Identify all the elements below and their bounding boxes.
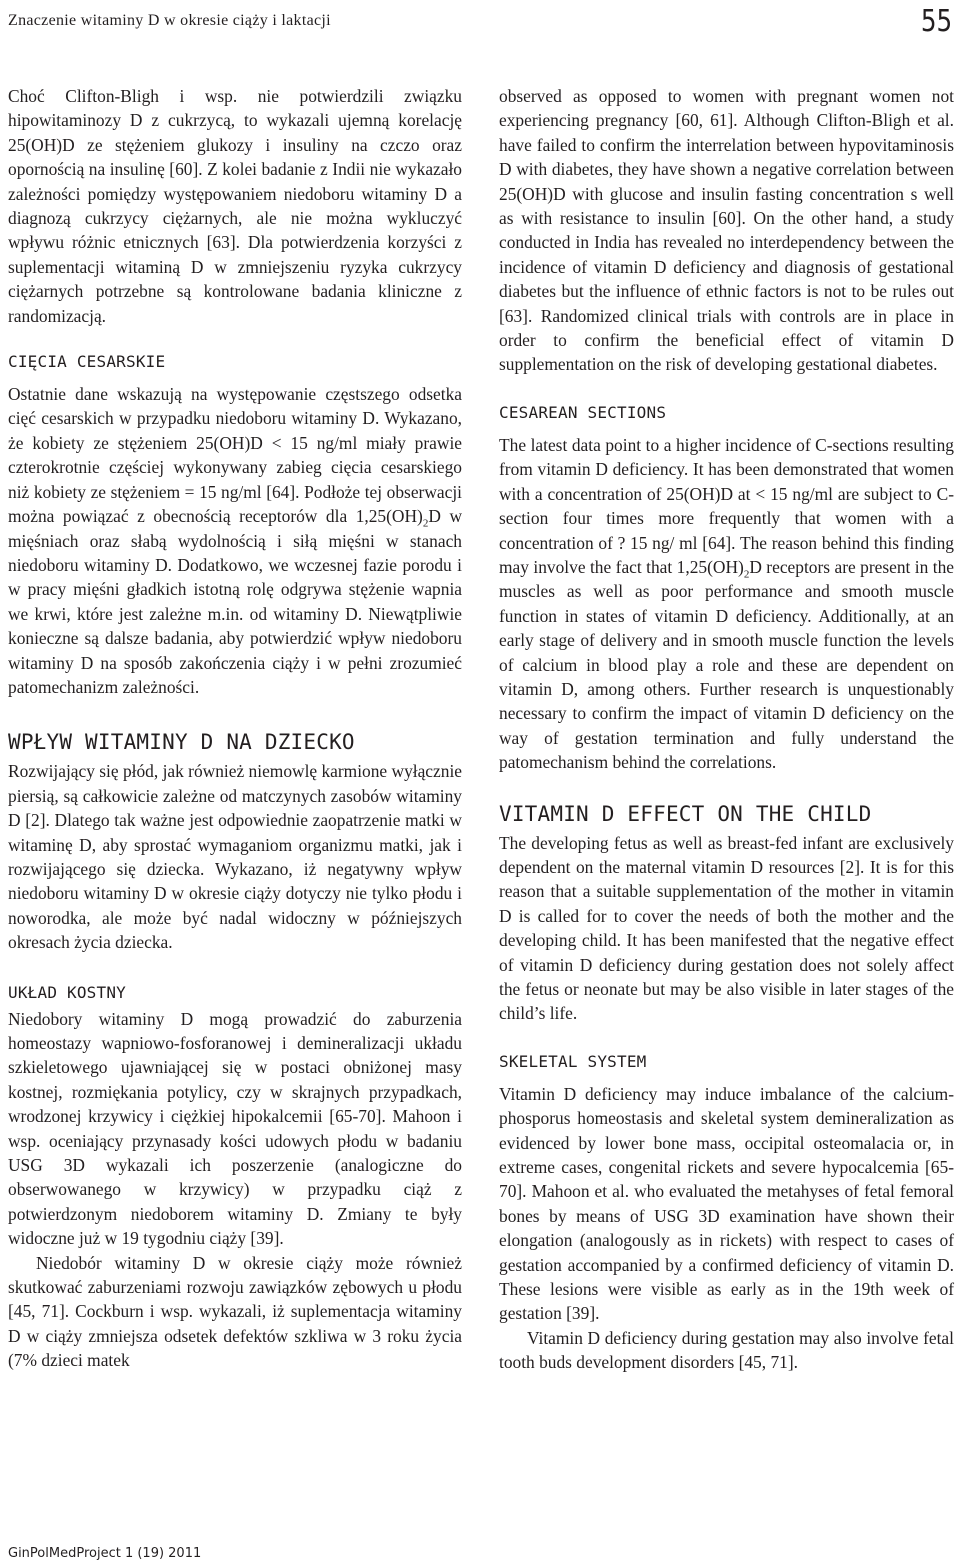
page-header bbox=[8, 4, 952, 46]
section-heading-uklad-kostny: UKŁAD KOSTNY bbox=[8, 982, 126, 1002]
running-title: Znaczenie witaminy D w okresie ciąży i laktacji bbox=[8, 12, 331, 29]
paragraph: Niedobór witaminy D w okresie ciąży może również skutkować zaburzeniami rozwoju zawiązków zębowych u płodu [45, 71]. Cockburn i wsp. wykazali, iż suplementacja witaminy D w ciąży zmniejsza odsetek defektów szkliwa w 3 roku życia (7% dzieci matek bbox=[8, 1252, 462, 1371]
section-heading-cesarean-sections: CESAREAN SECTIONS bbox=[499, 402, 667, 422]
page-footer: GinPolMedProject 1 (19) 2011 bbox=[8, 1546, 202, 1561]
paragraph: Vitamin D deficiency may induce imbalance of the calcium-phosporus homeostasis and skeletal system demineralization as evidenced by lower bone mass, occipital osteomalacia or, in extreme cases, congenital rickets and severe hypocalcemia [65-70]. Mahoon et al. who evaluated the metahyses of fetal femoral bones by means of USG 3D examination have shown their elongation (analogously as in rickets) with respect to cases of gestation accompanied by a confirmed deficiency of vitamin D. These lesions were visible as early as in the 19th week of gestation [39]. bbox=[499, 1083, 954, 1324]
paragraph: Ostatnie dane wskazują na występowanie częstszego odsetka cięć cesarskich w przypadku niedoboru witaminy D. Wykazano, że kobiety ze stężeniem 25(OH)D < 15 ng/ml miały prawie czterokrotnie częściej wykonywany zabieg cięcia cesarskiego niż kobiety ze stężeniem = 15 ng/ml [64]. Podłoże tej obserwacji można powiązać z obecnością receptorów dla $1,25(OH)_2D$ w mięśniach oraz słabą wydolnością i siłą mięśni w stanach niedoboru witaminy D. Dodatkowo, we wczesnej fazie porodu i w pracy mięśni gładkich istotną rolę odgrywa stężenie wapnia we krwi, które jest zależne m.in. od witaminy D. Niewątpliwie konieczne są dalsze badania, aby potwierdzić wpływ niedoboru witaminy D na sposób zakończenia ciąży i w pełni zrozumieć patomechanizm zależności. bbox=[8, 384, 463, 697]
paragraph: The developing fetus as well as breast-fed infant are exclusively dependent on the maternal vitamin D resources [2]. It is for this reason that a suitable supplementation of the mother in vitamin D is called for to cover the needs of both the mother and the developing child. It has been manifested that the negative effect of vitamin D deficiency during gestation does not solely affect the fetus or neonate but may be also visible in later stages of the child’s life. bbox=[499, 832, 954, 1024]
polish-column bbox=[8, 84, 462, 1373]
paragraph: Vitamin D deficiency during gestation may also involve fetal tooth buds development disorders [45, 71]. bbox=[499, 1327, 954, 1373]
page-number: 55 bbox=[920, 4, 952, 39]
paragraph: Rozwijający się płód, jak również niemowlę karmione wyłącznie piersią, są całkowicie zależne od matczynych zasobów witaminy D [2]. Dlatego tak ważne jest odpowiednie zaopatrzenie matki w witaminę D, aby sprostać wymaganiom organizmu matki, jak i rozwijającego się dziecka. Wykazano, iż negatywny wpływ niedoboru witaminy D w okresie ciąży dotyczy nie tylko płodu i noworodka, ale może być nadal widoczny w późniejszych okresach życia dziecka. bbox=[8, 761, 462, 953]
section-heading-ciecia-cesarskie: CIĘCIA CESARSKIE bbox=[8, 352, 166, 372]
section-heading-vitamin-d-effect: VITAMIN D EFFECT ON THE CHILD bbox=[499, 801, 872, 826]
paragraph: observed as opposed to women with pregnant women not experiencing pregnancy [60, 61]. Although Clifton-Bligh et al. have failed to confirm the interrelation between hypovitaminosis D with diabetes, they have shown a negative correlation between 25(OH)D with glucose and insulin fasting concentration s well as with resistance to insulin [60]. On the other hand, a study conducted in India has revealed no interdependency between the incidence of vitamin D deficiency and diagnosis of gestational diabetes but the influence of ethnic factors is not to be rules out [63]. Randomized clinical trials with controls are in place in order to confirm the beneficial effect of vitamin D supplementation on the risk of developing gestational diabetes. bbox=[499, 86, 954, 375]
section-heading-skeletal-system: SKELETAL SYSTEM bbox=[499, 1051, 647, 1071]
english-column bbox=[499, 84, 954, 1375]
section-heading-wplyw-witaminy-d: WPŁYW WITAMINY D NA DZIECKO bbox=[8, 730, 355, 755]
paragraph: The latest data point to a higher incidence of C-sections resulting from vitamin D deficiency. It has been demonstrated that women with a concentration of 25(OH)D at < 15 ng/ml are subject to C-section four times more frequently that women with a concentration of ? 15 ng/ ml [64]. The reason behind this finding may involve the fact that $1,25(OH)_2D$ receptors are present in the muscles as well as poor performance and smooth muscle function in states of vitamin D deficiency. Additionally, at an early stage of delivery and in smooth muscle function the levels of calcium in blood play a role and these are dependent on vitamin D, among others. Further research is unquestionably necessary to confirm the impact of vitamin D deficiency on the way of gestation termination and fully understand the patomechanism behind the correlations. bbox=[499, 434, 954, 773]
paragraph: Niedobory witaminy D mogą prowadzić do zaburzenia homeostazy wapniowo-fosforanowej i demineralizacji układu szkieletowego ujawniającej się w postaci obniżonej masy kostnej, rozmiękania potylicy, czy w skrajnych przypadkach, wrodzonej krzywicy i ciężkiej hipokalcemii [65-70]. Mahoon i wsp. oceniający przynasady kości udowych płodu w badaniu USG 3D wykazali ich poszerzenie (analogiczne do obserwowanego w krzywicy) w przypadku ciąż z potwierdzonym niedoborem witaminy D. Zmiany te były widoczne już w 19 tygodniu ciąży [39]. bbox=[8, 1008, 462, 1249]
paragraph: Choć Clifton-Bligh i wsp. nie potwierdzili związku hipowitaminozy D z cukrzycą, to wykazali ujemną korelację 25(OH)D ze stężeniem glukozy i insuliny na czczo oraz opornością na insulinę [60]. Z kolei badanie z Indii nie wykazało zależności pomiędzy występowaniem niedoboru witaminy D a diagnozą cukrzycy ciężarnych, ale nie można wykluczyć wpływu różnic etnicznych [63]. Dla potwierdzenia korzyści z suplementacji witaminą D w zmniejszeniu ryzyka cukrzycy ciężarnych potrzebne są kontrolowane badania kliniczne z randomizacją. bbox=[8, 86, 462, 326]
